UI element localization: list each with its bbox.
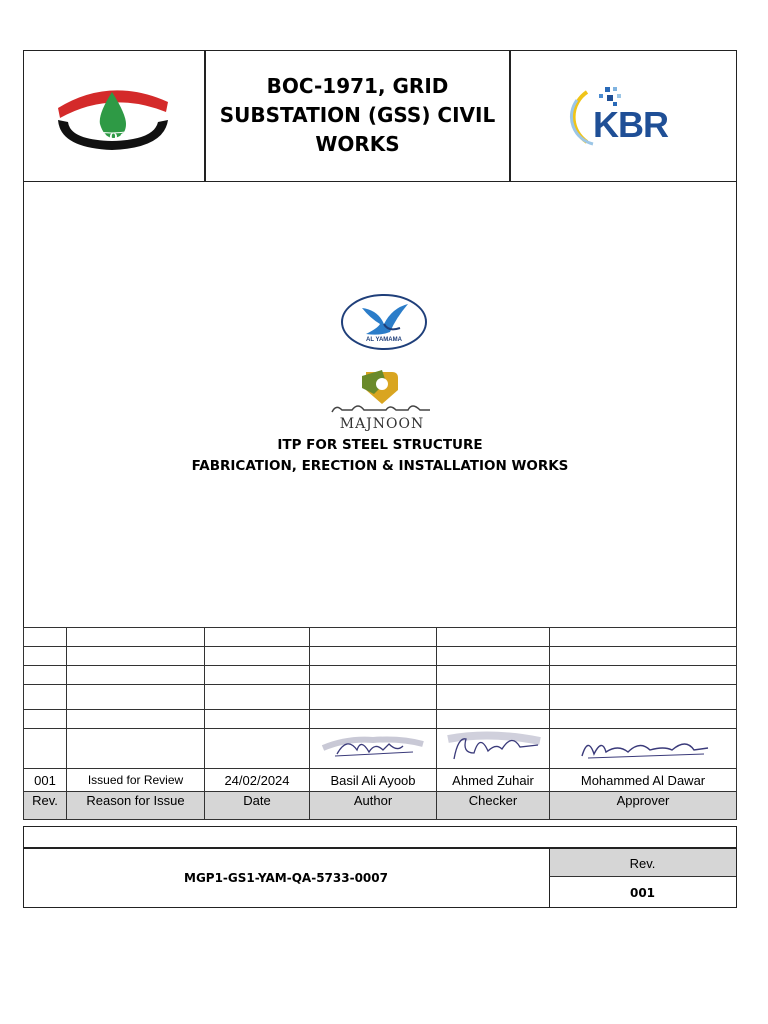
author-value: Basil Ali Ayoob: [310, 769, 437, 792]
table-cell: [24, 710, 67, 729]
document-number: MGP1-GS1-YAM-QA-5733-0007: [184, 871, 388, 885]
table-cell: [67, 685, 205, 710]
date-value: 24/02/2024: [205, 769, 310, 792]
table-cell: [67, 647, 205, 666]
table-cell: [67, 628, 205, 647]
table-cell: [24, 729, 67, 769]
revision-data-row: [24, 769, 737, 792]
table-cell: [24, 628, 67, 647]
approver-value: Mohammed Al Dawar: [550, 769, 737, 792]
table-cell: [67, 666, 205, 685]
table-row: [24, 666, 737, 685]
checker-signature-icon: [440, 729, 546, 765]
boc-logo: [50, 78, 175, 153]
table-cell: [205, 647, 310, 666]
project-title: BOC-1971, GRID SUBSTATION (GSS) CIVIL WORKS: [219, 74, 496, 156]
table-cell: [437, 710, 550, 729]
checker-value: Ahmed Zuhair: [437, 769, 550, 792]
table-cell: [205, 628, 310, 647]
table-cell: [67, 729, 205, 769]
table-cell: [437, 685, 550, 710]
rev-number: 001: [629, 886, 656, 900]
table-cell: [205, 685, 310, 710]
signature-row: [24, 729, 737, 769]
approver-signature-icon: [568, 730, 718, 764]
document-title-line2: FABRICATION, ERECTION & INSTALLATION WORKS: [191, 458, 569, 474]
majnoon-text: MAJNOON: [339, 416, 425, 432]
table-row: [24, 628, 737, 647]
table-cell: [205, 710, 310, 729]
author-signature-icon: [317, 730, 429, 764]
revision-header-row: [24, 792, 737, 820]
table-cell: [67, 710, 205, 729]
table-cell: [310, 647, 437, 666]
author-header: Author: [310, 792, 437, 820]
table-cell: [550, 710, 737, 729]
majnoon-arabic-icon: [326, 400, 438, 416]
author-signature: [310, 729, 437, 769]
kbr-logo-text: KBR: [593, 104, 668, 145]
reason-header: Reason for Issue: [67, 792, 205, 820]
table-cell: [24, 647, 67, 666]
table-cell: [437, 666, 550, 685]
table-row: [24, 710, 737, 729]
revision-table: [23, 627, 737, 820]
table-cell: [310, 666, 437, 685]
header-divider-left: [204, 50, 206, 182]
rev-value: 001: [24, 769, 67, 792]
table-cell: [310, 710, 437, 729]
table-row: [24, 685, 737, 710]
kbr-logo: [565, 82, 680, 152]
table-cell: [205, 666, 310, 685]
table-cell: [437, 628, 550, 647]
approver-signature: [550, 729, 737, 769]
rev-label: Rev.: [629, 856, 656, 871]
spacer-strip: [23, 826, 737, 848]
table-cell: [550, 647, 737, 666]
document-title-line1: ITP FOR STEEL STRUCTURE: [277, 437, 483, 453]
rev-header: Rev.: [24, 792, 67, 820]
table-row: [24, 647, 737, 666]
table-cell: [24, 685, 67, 710]
table-cell: [205, 729, 310, 769]
table-cell: [24, 666, 67, 685]
al-yamama-logo: [340, 292, 428, 352]
al-yamama-text: AL YAMAMA: [366, 337, 402, 343]
table-cell: [310, 685, 437, 710]
table-cell: [550, 666, 737, 685]
table-cell: [437, 647, 550, 666]
reason-value: Issued for Review: [67, 769, 205, 792]
majnoon-arabic-text: [326, 400, 438, 416]
table-cell: [550, 685, 737, 710]
table-cell: [310, 628, 437, 647]
table-cell: [550, 628, 737, 647]
al-yamama-icon: [340, 292, 428, 352]
boc-logo-text: B.O.C: [98, 133, 128, 143]
header-divider-right: [509, 50, 511, 182]
date-header: Date: [205, 792, 310, 820]
majnoon-logo: [326, 368, 438, 434]
approver-header: Approver: [550, 792, 737, 820]
checker-header: Checker: [437, 792, 550, 820]
checker-signature: [437, 729, 550, 769]
